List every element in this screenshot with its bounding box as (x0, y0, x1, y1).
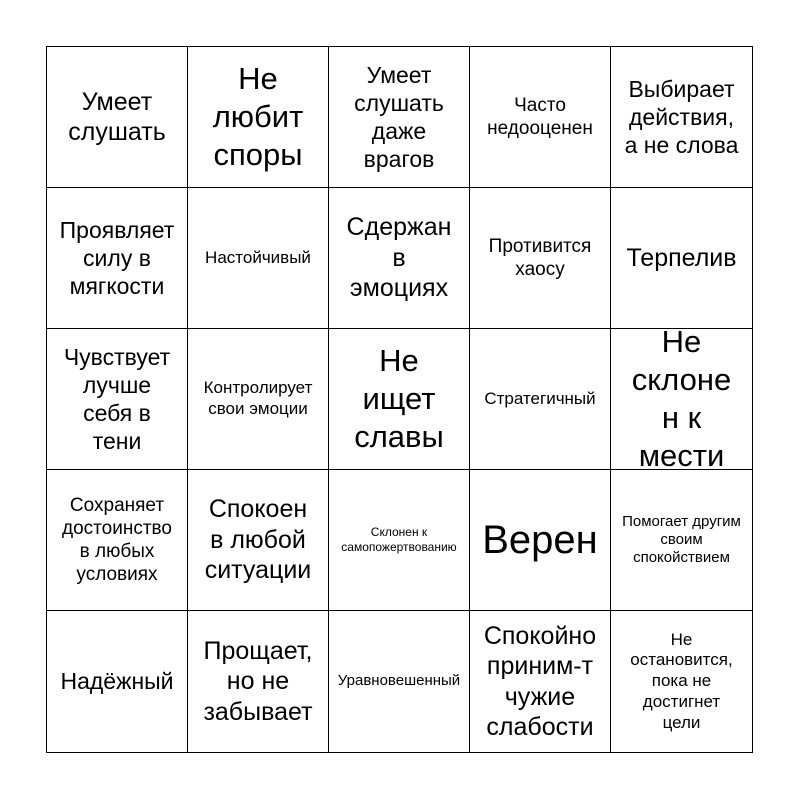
bingo-cell-r4-c4[interactable] (470, 470, 611, 611)
bingo-cell-r1-c2[interactable] (188, 47, 329, 188)
bingo-cell-r1-c4[interactable] (470, 47, 611, 188)
bingo-cell-r3-c3[interactable] (329, 329, 470, 470)
bingo-cell-r3-c2[interactable] (188, 329, 329, 470)
bingo-cell-label: Терпелив (626, 243, 737, 272)
bingo-cell-label: Настойчивый (205, 247, 311, 267)
bingo-cell-label: Спокойно приним-т чужие слабости (483, 621, 597, 741)
bingo-cell-label: Умеет слушать даже врагов (354, 61, 444, 173)
bingo-cell-label: Спокоен в любой ситуации (204, 495, 312, 585)
bingo-cell-r5-c5[interactable] (611, 611, 752, 752)
bingo-cell-r1-c1[interactable] (47, 47, 188, 188)
bingo-cell-r1-c3[interactable] (329, 47, 470, 188)
bingo-cell-r5-c1[interactable] (47, 611, 188, 752)
bingo-cell-label: Контролирует свои эмоции (203, 378, 313, 418)
bingo-cell-label: Сдержан в эмоциях (346, 213, 452, 303)
bingo-cell-r5-c3[interactable] (329, 611, 470, 752)
bingo-cell-r2-c4[interactable] (470, 188, 611, 329)
bingo-cell-label: Проявляет силу в мягкости (59, 216, 175, 300)
bingo-cell-label: Верен (482, 517, 598, 562)
bingo-cell-label: Стратегичный (484, 388, 596, 408)
bingo-cell-r3-c1[interactable] (47, 329, 188, 470)
bingo-cell-label: Не склонен к мести (631, 329, 732, 470)
bingo-cell-label: Склонен к самопожертвованию (341, 525, 457, 554)
bingo-cell-r2-c5[interactable] (611, 188, 752, 329)
bingo-cell-r3-c5[interactable] (611, 329, 752, 470)
bingo-board (46, 46, 753, 753)
bingo-cell-label: Противится хаосу (488, 235, 592, 280)
bingo-cell-label: Прощает, но не забывает (203, 636, 313, 726)
bingo-cell-label: Умеет слушать (68, 87, 166, 146)
bingo-cell-label: Не любит споры (212, 61, 304, 172)
bingo-cell-r5-c4[interactable] (470, 611, 611, 752)
bingo-cell-r2-c1[interactable] (47, 188, 188, 329)
bingo-cell-label: Часто недооценен (487, 94, 593, 139)
bingo-cell-label: Не ищет славы (354, 343, 444, 454)
bingo-cell-r1-c5[interactable] (611, 47, 752, 188)
bingo-cell-label: Помогает другим своим спокойствием (622, 512, 741, 567)
bingo-cell-r4-c3[interactable] (329, 470, 470, 611)
bingo-cell-r4-c5[interactable] (611, 470, 752, 611)
bingo-cell-r4-c1[interactable] (47, 470, 188, 611)
bingo-cell-r3-c4[interactable] (470, 329, 611, 470)
bingo-cell-r2-c3[interactable] (329, 188, 470, 329)
bingo-cell-label: Чувствует лучше себя в тени (63, 343, 171, 455)
bingo-cell-label: Надёжный (60, 668, 174, 695)
bingo-cell-r4-c2[interactable] (188, 470, 329, 611)
bingo-cell-label: Уравновешенный (337, 672, 461, 690)
bingo-cell-label: Не остановится, пока не достигнет цели (630, 629, 733, 732)
bingo-cell-label: Выбирает действия, а не слова (624, 75, 739, 159)
bingo-cell-r2-c2[interactable] (188, 188, 329, 329)
bingo-cell-r5-c2[interactable] (188, 611, 329, 752)
bingo-cell-label: Сохраняет достоинство в любых условиях (62, 494, 172, 586)
